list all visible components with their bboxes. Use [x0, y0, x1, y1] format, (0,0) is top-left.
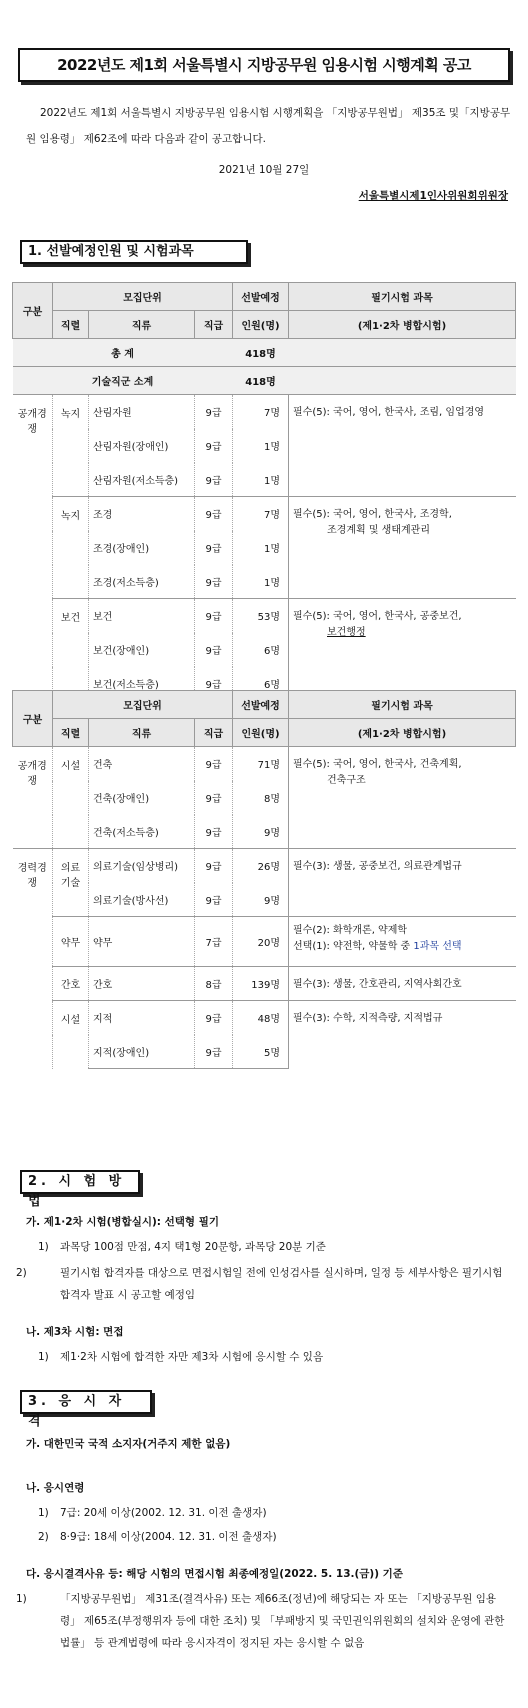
header-subjects-note: (제1·2차 병합시험) — [289, 311, 516, 339]
table-row-grade: 9급 — [195, 429, 233, 463]
page-title: 2022년도 제1회 서울특별시 지방공무원 임용시험 시행계획 공고 — [18, 48, 510, 82]
subjects-text: 필수(5): 국어, 영어, 한국사, 조경학, — [293, 509, 452, 520]
table-row-jikryeol: 약무 — [53, 917, 89, 967]
subjects-text: 필수(3): 생물, 간호관리, 지역사회간호 — [293, 979, 462, 990]
header-subjects-note: (제1·2차 병합시험) — [289, 719, 516, 747]
header-jikryu: 직류 — [89, 311, 195, 339]
table-row-jikryeol: 녹지 — [53, 395, 89, 497]
table-row-count: 53명 — [233, 599, 289, 633]
table-row-jikryeol: 간호 — [53, 967, 89, 1001]
table-row-subjects — [289, 497, 516, 599]
header-subjects: 필기시험 과목 — [289, 283, 516, 311]
table-row-count: 139명 — [233, 967, 289, 1001]
eligibility-b-title: 나. 응시연령 — [26, 1482, 85, 1494]
table-row-jikryeol: 의료기술 — [53, 849, 89, 917]
list-number: 1) — [38, 1351, 49, 1363]
subjects-text-line2: 선택(1): 약전학, 약물학 중 — [293, 941, 414, 952]
exam-method-a2-text: 필기시험 합격자를 대상으로 면접시험일 전에 인성검사를 실시하며, 일정 등 세부사항은 필기시험 합격자 발표 시 공고할 예정임 — [60, 1267, 503, 1301]
eligibility-b1-text: 7급: 20세 이상(2002. 12. 31. 이전 출생자) — [60, 1507, 267, 1519]
table-row-grade: 9급 — [195, 1001, 233, 1035]
subjects-text: 필수(3): 수학, 지적측량, 지적법규 — [293, 1013, 443, 1024]
section-3-heading: 3. 응 시 자 격 — [20, 1390, 152, 1414]
subjects-text: 필수(2): 화학개론, 약제학 — [293, 925, 408, 936]
list-number: 1) — [38, 1241, 49, 1253]
total-value: 418명 — [233, 339, 289, 367]
table-row-jikryu: 보건(장애인) — [89, 633, 195, 667]
eligibility-c-title: 다. 응시결격사유 등: 해당 시험의 면접시험 최종예정일(2022. 5. 13.(금)) 기준 — [26, 1568, 403, 1580]
table-row-jikryu: 보건(저소득층) — [89, 667, 195, 701]
header-subjects: 필기시험 과목 — [289, 691, 516, 719]
table-row-jikryeol: 녹지 — [53, 497, 89, 599]
table-row-count: 1명 — [233, 565, 289, 599]
eligibility-b2-text: 8·9급: 18세 이상(2004. 12. 31. 이전 출생자) — [60, 1531, 277, 1543]
table-row-grade: 8급 — [195, 967, 233, 1001]
header-unit: 모집단위 — [53, 283, 233, 311]
header-gubun: 구분 — [13, 691, 53, 747]
table-row-jikryu: 건축(저소득층) — [89, 815, 195, 849]
table-row-grade: 9급 — [195, 531, 233, 565]
table-row-grade: 9급 — [195, 667, 233, 701]
table-row-jikryu: 조경(저소득층) — [89, 565, 195, 599]
table-row-jikryu: 조경 — [89, 497, 195, 531]
table-row-jikryu: 조경(장애인) — [89, 531, 195, 565]
table-row-subjects — [289, 967, 516, 1001]
eligibility-c1-text: 「지방공무원법」 제31조(결격사유) 또는 제66조(정년)에 해당되는 자 또는 「지방공무원 임용령」 제65조(부정행위자 등에 대한 조치) 및 「부패방지 및 국민권익위원회의 설치와 운영에 관한 법률」 등 관계법령에 따라 응시자격이 정지된 자는 응시할 수 없음 — [60, 1593, 505, 1649]
table-row-jikryu: 보건 — [89, 599, 195, 633]
table-row-jikryeol: 보건 — [53, 599, 89, 701]
table-row-count: 71명 — [233, 747, 289, 781]
table-row-grade: 9급 — [195, 747, 233, 781]
table-row-subjects — [289, 917, 516, 967]
table-row-gubun: 공개경쟁 — [17, 409, 47, 435]
table-row-grade: 7급 — [195, 917, 233, 967]
header-planned: 선발예정 — [233, 283, 289, 311]
table-row-jikryeol: 시설 — [53, 747, 89, 849]
table-row-jikryu: 의료기술(방사선) — [89, 883, 195, 917]
eligibility-c1 — [16, 1588, 512, 1654]
header-jikgeup: 직급 — [195, 719, 233, 747]
table-row-grade: 9급 — [195, 1035, 233, 1069]
subjects-text-line2: 조경계획 및 생태계관리 — [327, 525, 430, 536]
subjects-text: 필수(5): 국어, 영어, 한국사, 공중보건, — [293, 611, 462, 622]
table-row-count: 9명 — [233, 883, 289, 917]
header-jikryu: 직류 — [89, 719, 195, 747]
header-unit: 모집단위 — [53, 691, 233, 719]
table-row-grade: 9급 — [195, 599, 233, 633]
header-gubun: 구분 — [13, 283, 53, 339]
header-jikryeol: 직렬 — [53, 311, 89, 339]
table-row-grade: 9급 — [195, 565, 233, 599]
section-1-heading: 1. 선발예정인원 및 시험과목 — [20, 240, 248, 264]
table-row-jikryu: 건축 — [89, 747, 195, 781]
subjects-text: 필수(5): 국어, 영어, 한국사, 건축계획, — [293, 759, 462, 770]
exam-method-b-title: 나. 제3차 시험: 면접 — [26, 1326, 124, 1338]
table-row-grade: 9급 — [195, 395, 233, 429]
table-row-grade: 9급 — [195, 497, 233, 531]
list-number: 2) — [38, 1531, 49, 1543]
header-planned-unit: 인원(명) — [233, 311, 289, 339]
section-2-heading: 2. 시 험 방 법 — [20, 1170, 140, 1194]
table-row-count: 1명 — [233, 463, 289, 497]
table-row-jikryu: 산림자원 — [89, 395, 195, 429]
table-row-subjects — [289, 747, 516, 849]
table-row-grade: 9급 — [195, 849, 233, 883]
table-row-jikryu: 간호 — [89, 967, 195, 1001]
header-jikgeup: 직급 — [195, 311, 233, 339]
table-row-subjects — [289, 599, 516, 701]
table-row-jikryu: 건축(장애인) — [89, 781, 195, 815]
table-row-subjects — [289, 1001, 516, 1069]
table-row-jikryu: 의료기술(임상병리) — [89, 849, 195, 883]
eligibility-b1 — [38, 1502, 512, 1524]
table-row-jikryu: 약무 — [89, 917, 195, 967]
total-label: 총 계 — [13, 339, 233, 367]
header-jikryeol: 직렬 — [53, 719, 89, 747]
eligibility-a-title: 가. 대한민국 국적 소지자(거주지 제한 없음) — [26, 1438, 231, 1450]
tech-subtotal-label: 기술직군 소계 — [13, 367, 233, 395]
eligibility-b2 — [38, 1526, 512, 1548]
table-row-count: 6명 — [233, 667, 289, 701]
table-row-gubun: 공개경쟁 — [17, 761, 47, 787]
announcement-date: 2021년 10월 27일 — [218, 164, 310, 176]
table-row-jikryu: 산림자원(저소득층) — [89, 463, 195, 497]
table-row-count: 1명 — [233, 429, 289, 463]
tech-subtotal-value: 418명 — [233, 367, 289, 395]
header-planned-unit: 인원(명) — [233, 719, 289, 747]
exam-method-a1-text: 과목당 100점 만점, 4지 택1형 20문항, 과목당 20분 기준 — [60, 1241, 326, 1253]
issuing-organization: 서울특별시제1인사위원회위원장 — [358, 190, 508, 202]
subjects-text: 필수(3): 생물, 공중보건, 의료관계법규 — [293, 861, 462, 872]
table-row-count: 7명 — [233, 497, 289, 531]
table-row-jikryeol: 시설 — [53, 1001, 89, 1069]
table-row-count: 6명 — [233, 633, 289, 667]
table-row-grade: 9급 — [195, 781, 233, 815]
table-row-jikryu: 지적 — [89, 1001, 195, 1035]
table-row-count: 48명 — [233, 1001, 289, 1035]
table-row-grade: 9급 — [195, 463, 233, 497]
exam-method-a2 — [16, 1262, 512, 1306]
exam-method-b1-text: 제1·2차 시험에 합격한 자만 제3차 시험에 응시할 수 있음 — [60, 1351, 324, 1363]
recruitment-table-2 — [12, 690, 516, 1069]
table-row-count: 5명 — [233, 1035, 289, 1069]
table-row-count: 1명 — [233, 531, 289, 565]
exam-method-b1 — [38, 1346, 512, 1368]
subjects-text-line2: 보건행정 — [327, 627, 366, 638]
exam-method-a-title: 가. 제1·2차 시험(병합실시): 선택형 필기 — [26, 1216, 220, 1228]
list-number: 1) — [16, 1593, 27, 1605]
table-row-gubun: 경력경쟁 — [13, 849, 53, 1069]
table-row-jikryu: 산림자원(장애인) — [89, 429, 195, 463]
table-row-count: 7명 — [233, 395, 289, 429]
table-row-subjects — [289, 395, 516, 497]
subjects-text-selected: 1과목 선택 — [413, 941, 462, 952]
subjects-text-line2: 건축구조 — [327, 775, 366, 786]
intro-text: 2022년도 제1회 서울특별시 지방공무원 임용시험 시행계획을 「지방공무원법」 제35조 및「지방공무원 임용령」 제62조에 따라 다음과 같이 공고합니다. — [26, 107, 511, 145]
subjects-text: 필수(5): 국어, 영어, 한국사, 조림, 임업경영 — [293, 407, 485, 418]
table-row-grade: 9급 — [195, 815, 233, 849]
table-row-grade: 9급 — [195, 633, 233, 667]
list-number: 2) — [16, 1267, 27, 1279]
table-row-count: 26명 — [233, 849, 289, 883]
table-row-count: 8명 — [233, 781, 289, 815]
recruitment-table-1 — [12, 282, 516, 701]
list-number: 1) — [38, 1507, 49, 1519]
table-row-jikryu: 지적(장애인) — [89, 1035, 195, 1069]
table-row-grade: 9급 — [195, 883, 233, 917]
table-row-count: 9명 — [233, 815, 289, 849]
table-row-count: 20명 — [233, 917, 289, 967]
table-row-subjects — [289, 849, 516, 917]
exam-method-a1 — [38, 1236, 512, 1258]
header-planned: 선발예정 — [233, 691, 289, 719]
